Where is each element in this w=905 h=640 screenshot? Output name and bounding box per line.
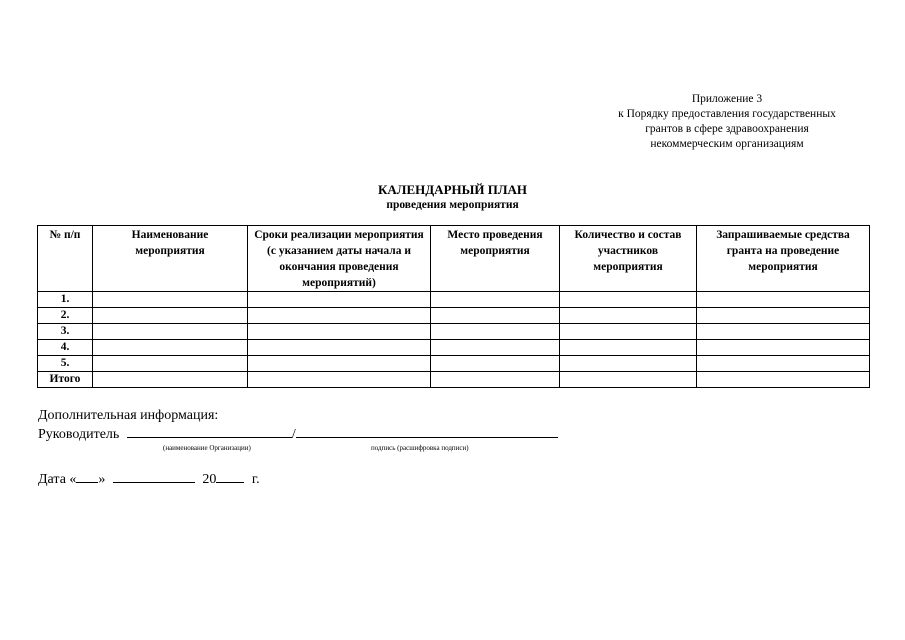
table-cell[interactable] xyxy=(560,324,697,340)
table-cell[interactable] xyxy=(560,372,697,388)
row-number: 3. xyxy=(38,324,93,340)
annex-line-1: Приложение 3 xyxy=(691,93,763,105)
table-cell[interactable] xyxy=(431,372,560,388)
table-cell[interactable] xyxy=(560,308,697,324)
table-cell[interactable] xyxy=(431,324,560,340)
header-participants: Количество и состав участников мероприятия xyxy=(560,226,697,292)
table-cell[interactable] xyxy=(431,292,560,308)
table-cell[interactable] xyxy=(248,324,431,340)
header-name: Наименование мероприятия xyxy=(93,226,248,292)
table-cell[interactable] xyxy=(697,340,870,356)
date-year-field[interactable] xyxy=(216,469,244,483)
table-cell[interactable] xyxy=(697,372,870,388)
date-day-field[interactable] xyxy=(76,469,98,483)
date-prefix: Дата « xyxy=(38,472,77,487)
table-cell[interactable] xyxy=(93,324,248,340)
table-cell[interactable] xyxy=(697,292,870,308)
table-total-row xyxy=(38,372,870,388)
hint-signature: подпись (расшифровка подписи) xyxy=(371,444,469,452)
table-cell[interactable] xyxy=(697,308,870,324)
table-cell[interactable] xyxy=(697,324,870,340)
table-cell[interactable] xyxy=(431,356,560,372)
org-name-field[interactable] xyxy=(127,424,292,438)
table-cell[interactable] xyxy=(560,292,697,308)
row-number: 1. xyxy=(38,292,93,308)
row-number: 5. xyxy=(38,356,93,372)
header-number: № п/п xyxy=(38,226,93,292)
table-cell[interactable] xyxy=(248,340,431,356)
title-sub: проведения мероприятия xyxy=(386,199,519,211)
table-row xyxy=(38,324,870,340)
table-cell[interactable] xyxy=(560,356,697,372)
hint-org-name: (наименование Организации) xyxy=(163,444,251,452)
table-row xyxy=(38,292,870,308)
table-cell[interactable] xyxy=(248,308,431,324)
header-dates: Сроки реализации мероприятия (с указанием даты начала и окончания проведения мероприятий) xyxy=(248,226,431,292)
table-cell[interactable] xyxy=(93,292,248,308)
annex-line-3: грантов в сфере здравоохранения xyxy=(645,123,809,135)
date-line xyxy=(38,469,260,489)
manager-signature-line xyxy=(38,424,558,444)
date-close-quote: » xyxy=(98,472,106,487)
table-row xyxy=(38,356,870,372)
table-cell[interactable] xyxy=(248,292,431,308)
table-cell[interactable] xyxy=(93,372,248,388)
row-total-label: Итого xyxy=(38,372,93,388)
table-row xyxy=(38,308,870,324)
table-cell[interactable] xyxy=(248,372,431,388)
table-cell[interactable] xyxy=(431,340,560,356)
date-year-prefix: 20 xyxy=(202,472,217,487)
annex-line-2: к Порядку предоставления государственных xyxy=(618,108,836,120)
annex-line-4: некоммерческим организациям xyxy=(650,138,804,150)
row-number: 2. xyxy=(38,308,93,324)
table-cell[interactable] xyxy=(560,340,697,356)
table-cell[interactable] xyxy=(431,308,560,324)
table-cell[interactable] xyxy=(93,308,248,324)
manager-label: Руководитель xyxy=(38,427,120,442)
header-place: Место проведения мероприятия xyxy=(431,226,560,292)
title-main: КАЛЕНДАРНЫЙ ПЛАН xyxy=(377,182,528,197)
signature-field[interactable] xyxy=(296,424,558,438)
table-cell[interactable] xyxy=(697,356,870,372)
date-month-field[interactable] xyxy=(113,469,195,483)
table-cell[interactable] xyxy=(93,356,248,372)
table-cell[interactable] xyxy=(248,356,431,372)
extra-info-label: Дополнительная информация: xyxy=(38,408,219,423)
annex-block xyxy=(587,92,867,152)
table-header-row xyxy=(38,226,870,292)
table-row xyxy=(38,340,870,356)
table-cell[interactable] xyxy=(93,340,248,356)
document-title xyxy=(300,182,605,213)
row-number: 4. xyxy=(38,340,93,356)
calendar-plan-table xyxy=(37,225,870,388)
signature-separator: / xyxy=(291,427,296,442)
date-suffix: г. xyxy=(251,472,260,487)
header-funds: Запрашиваемые средства гранта на проведение мероприятия xyxy=(697,226,870,292)
